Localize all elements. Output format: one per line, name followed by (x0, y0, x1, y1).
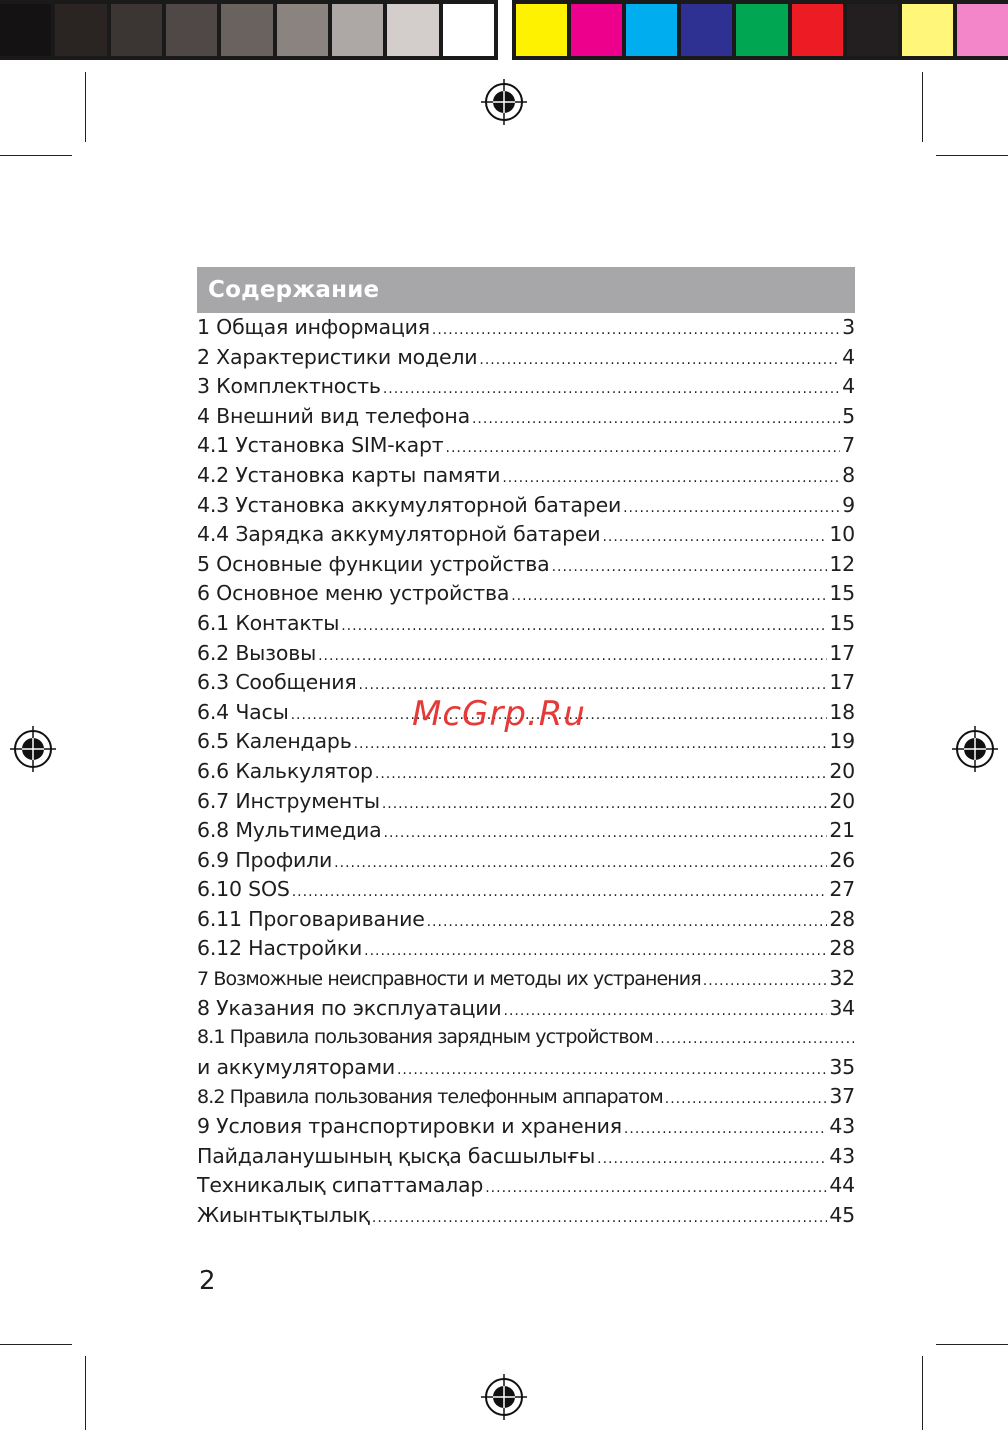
toc-entry (197, 461, 855, 491)
toc-dot-leader (354, 730, 828, 760)
toc-entry-label: 6.7 Инструменты (197, 788, 380, 813)
toc-entry-page: 37 (829, 1084, 855, 1109)
toc-dot-leader (504, 997, 828, 1027)
toc-entry-label: 6.4 Часы (197, 699, 289, 724)
toc-entry-label: 4.2 Установка карты памяти (197, 462, 501, 487)
toc-entry-page: 15 (829, 610, 855, 635)
toc-entry (197, 1171, 855, 1201)
toc-entry-label: Жиынтықтылық (197, 1202, 370, 1227)
toc-entry (197, 313, 855, 343)
toc-entry (197, 757, 855, 787)
toc-entry-page: 18 (829, 699, 855, 724)
toc-entry (197, 846, 855, 876)
toc-dot-leader (372, 1204, 827, 1234)
toc-entry-label: 5 Основные функции устройства (197, 551, 550, 576)
toc-entry-page: 21 (829, 818, 855, 843)
toc-dot-leader (485, 1174, 827, 1204)
registration-mark-bottom (479, 1372, 529, 1422)
toc-entry (197, 431, 855, 461)
toc-dot-leader (472, 405, 840, 435)
toc-entry-page: 28 (829, 936, 855, 961)
toc-entry-label: 4.1 Установка SIM-карт (197, 433, 444, 458)
toc-entry-label: 6.11 Проговаривание (197, 906, 425, 931)
toc-entry (197, 1053, 855, 1083)
gray-swatch (55, 4, 106, 56)
process-color-bar (512, 0, 1008, 60)
color-swatch (792, 4, 843, 56)
toc-entry-label: 4.4 Зарядка аккумуляторной батареи (197, 522, 601, 547)
toc-entry (197, 905, 855, 935)
toc-entry-label: 6 Основное меню устройства (197, 581, 510, 606)
toc-entry-page: 4 (842, 344, 855, 369)
toc-dot-leader (427, 908, 828, 938)
toc-entry (197, 1082, 855, 1112)
toc-entry (197, 934, 855, 964)
crop-mark-bottom-left-horizontal (0, 1344, 72, 1345)
toc-entry-page: 43 (829, 1114, 855, 1139)
toc-dot-leader (623, 494, 840, 524)
toc-entry-page: 44 (829, 1173, 855, 1198)
toc-entry (197, 609, 855, 639)
color-swatch (902, 4, 953, 56)
toc-dot-leader (292, 878, 828, 908)
toc-entry (197, 550, 855, 580)
color-swatch (736, 4, 787, 56)
toc-entry-page: 26 (829, 847, 855, 872)
toc-entry-label: 6.8 Мультимедиа (197, 818, 382, 843)
toc-dot-leader (446, 434, 841, 464)
toc-entry-page: 12 (829, 551, 855, 576)
toc-entry-label: 8.2 Правила пользования телефонным аппаратом (197, 1086, 663, 1109)
toc-entry (197, 579, 855, 609)
watermark-text: McGrp.Ru (412, 694, 586, 734)
toc-dot-leader (665, 1085, 828, 1115)
toc-entry-label: 6.5 Календарь (197, 729, 352, 754)
toc-entry (197, 1201, 855, 1231)
toc-entry-label: Пайдаланушының қысқа басшылығы (197, 1143, 596, 1168)
toc-entry (197, 1023, 855, 1053)
toc-entry-page: 32 (829, 966, 855, 991)
toc-entry-page: 7 (842, 433, 855, 458)
toc-dot-leader (364, 937, 827, 967)
color-swatch (957, 4, 1008, 56)
toc-entry-label: 6.2 Вызовы (197, 640, 317, 665)
toc-entry-page: 43 (829, 1143, 855, 1168)
toc-dot-leader (318, 642, 827, 672)
toc-entry (197, 816, 855, 846)
toc-entry-page: 8 (842, 462, 855, 487)
toc-dot-leader (703, 967, 828, 997)
crop-mark-bottom-left-vertical (85, 1356, 86, 1430)
gray-swatch (387, 4, 438, 56)
gray-swatch (166, 4, 217, 56)
toc-entry-label: 9 Условия транспортировки и хранения (197, 1114, 622, 1139)
registration-mark-left (8, 724, 58, 774)
toc-entry (197, 520, 855, 550)
toc-entry-page: 4 (842, 374, 855, 399)
toc-dot-leader (624, 1115, 827, 1145)
crop-mark-top-right-vertical (922, 72, 923, 142)
toc-entry-page: 20 (829, 788, 855, 813)
toc-entry-page: 34 (829, 995, 855, 1020)
toc-entry (197, 964, 855, 994)
toc-entry-page: 10 (829, 522, 855, 547)
gray-swatch (221, 4, 272, 56)
table-of-contents (197, 267, 855, 1230)
toc-dot-leader (383, 375, 840, 405)
toc-entry-label: 8 Указания по эксплуатации (197, 995, 502, 1020)
color-swatch (626, 4, 677, 56)
grayscale-color-bar (0, 0, 498, 60)
gray-swatch (277, 4, 328, 56)
toc-entry (197, 1142, 855, 1172)
toc-entry-label: 6.9 Профили (197, 847, 333, 872)
toc-entry-label: 6.10 SOS (197, 877, 290, 902)
toc-entry (197, 639, 855, 669)
toc-entry-page: 5 (842, 403, 855, 428)
toc-entry-page: 45 (829, 1202, 855, 1227)
toc-dot-leader (602, 523, 827, 553)
crop-mark-bottom-right-vertical (922, 1356, 923, 1430)
toc-entry-page: 15 (829, 581, 855, 606)
color-swatch (847, 4, 898, 56)
crop-mark-bottom-right-horizontal (936, 1344, 1008, 1345)
toc-title: Содержание (197, 267, 855, 313)
toc-entry-page: 3 (842, 315, 855, 339)
toc-dot-leader (382, 790, 827, 820)
toc-entry-label: 4 Внешний вид телефона (197, 403, 470, 428)
toc-entry-page: 17 (829, 640, 855, 665)
gray-swatch (111, 4, 162, 56)
page-number: 2 (199, 1266, 216, 1296)
toc-entry (197, 787, 855, 817)
toc-entry (197, 372, 855, 402)
color-swatch (516, 4, 567, 56)
toc-entry-page: 27 (829, 877, 855, 902)
toc-entry-label: 2 Характеристики модели (197, 344, 478, 369)
toc-dot-leader (511, 582, 827, 612)
registration-mark-right (950, 724, 1000, 774)
toc-entry-label: 4.3 Установка аккумуляторной батареи (197, 492, 622, 517)
toc-dot-leader (552, 553, 828, 583)
toc-entry (197, 1112, 855, 1142)
toc-entry-label: 6.1 Контакты (197, 610, 340, 635)
registration-mark-top (479, 77, 529, 127)
crop-mark-top-left-horizontal (0, 155, 72, 156)
toc-dot-leader (341, 612, 827, 642)
toc-dot-leader (502, 464, 840, 494)
toc-entry (197, 875, 855, 905)
toc-entry-page: 35 (829, 1054, 855, 1079)
color-swatch (681, 4, 732, 56)
toc-entry-label: 1 Общая информация (197, 315, 430, 339)
toc-dot-leader (397, 1056, 827, 1086)
toc-entry-label: и аккумуляторами (197, 1054, 395, 1079)
toc-entry-page: 20 (829, 758, 855, 783)
toc-dot-leader (334, 849, 827, 879)
toc-dot-leader (479, 346, 840, 376)
toc-entry (197, 491, 855, 521)
gray-swatch (443, 4, 494, 56)
color-swatch (571, 4, 622, 56)
toc-entry-label: 7 Возможные неисправности и методы их устранения (197, 968, 701, 991)
crop-mark-top-right-horizontal (936, 155, 1008, 156)
toc-entry (197, 402, 855, 432)
toc-entry-page: 19 (829, 729, 855, 754)
toc-list (197, 313, 855, 1230)
gray-swatch (0, 4, 51, 56)
toc-entry-page: 17 (829, 670, 855, 695)
toc-entry-label: Техникалық сипаттамалар (197, 1173, 484, 1198)
toc-dot-leader (655, 1025, 855, 1055)
toc-entry (197, 994, 855, 1024)
crop-mark-top-left-vertical (85, 72, 86, 142)
toc-dot-leader (375, 760, 827, 790)
toc-entry-label: 8.1 Правила пользования зарядным устройством (197, 1026, 653, 1049)
toc-dot-leader (597, 1145, 827, 1175)
toc-entry-label: 6.6 Калькулятор (197, 758, 373, 783)
toc-entry-label: 6.12 Настройки (197, 936, 363, 961)
toc-dot-leader (384, 819, 828, 849)
toc-entry-label: 6.3 Сообщения (197, 670, 357, 695)
toc-entry (197, 343, 855, 373)
toc-dot-leader (432, 316, 840, 346)
toc-entry-label: 3 Комплектность (197, 374, 381, 399)
gray-swatch (332, 4, 383, 56)
toc-entry-page: 9 (842, 492, 855, 517)
toc-entry-page: 28 (829, 906, 855, 931)
